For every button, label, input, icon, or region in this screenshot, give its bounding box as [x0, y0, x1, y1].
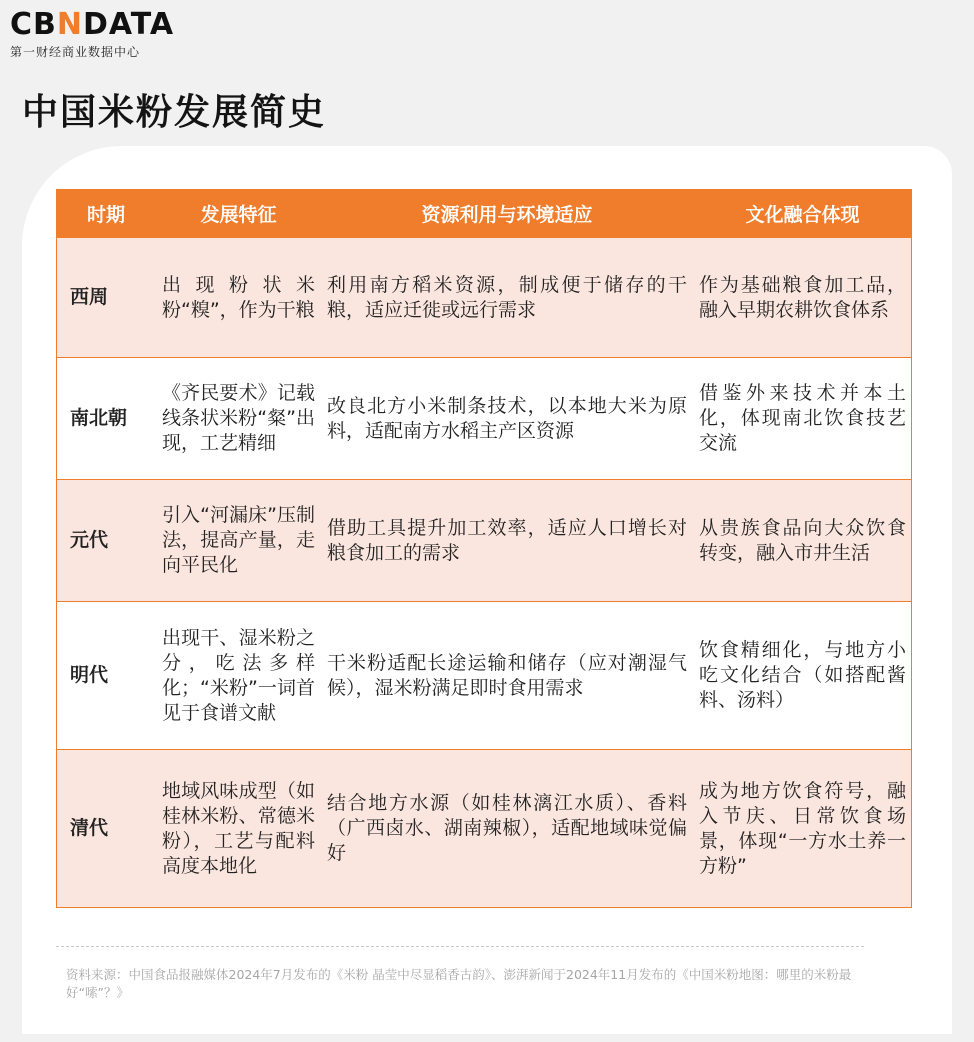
culture-cell: 作为基础粮食加工品，融入早期农耕饮食体系 — [693, 238, 912, 358]
source-note: 资料来源：中国食品报融媒体2024年7月发布的《米粉 晶莹中尽显稻香古韵》、澎湃新闻于2024年11月发布的《中国米粉地图：哪里的米粉最好“嗦”？》 — [66, 967, 852, 1000]
period-cell: 明代 — [56, 602, 156, 750]
header-culture: 文化融合体现 — [693, 189, 912, 238]
table-border-right — [911, 237, 912, 908]
culture-cell: 借鉴外来技术并本土化，体现南北饮食技艺交流 — [693, 358, 912, 480]
feature-cell: 出现粉状米粉“糗”，作为干粮 — [156, 238, 321, 358]
table-row — [56, 480, 912, 602]
history-table — [56, 189, 912, 908]
header-resource: 资源利用与环境适应 — [321, 189, 693, 238]
resource-cell: 利用南方稻米资源，制成便于储存的干粮，适应迁徙或远行需求 — [321, 238, 693, 358]
period-cell: 清代 — [56, 750, 156, 908]
feature-cell: 出现干、湿米粉之分，吃法多样化；“米粉”一词首见于食谱文献 — [156, 602, 321, 750]
source-divider — [56, 946, 864, 947]
content-card — [22, 146, 952, 1034]
resource-cell: 改良北方小米制条技术，以本地大米为原料，适配南方水稻主产区资源 — [321, 358, 693, 480]
culture-cell: 饮食精细化，与地方小吃文化结合（如搭配酱料、汤料） — [693, 602, 912, 750]
culture-cell: 成为地方饮食符号，融入节庆、日常饮食场景，体现“一方水土养一方粉” — [693, 750, 912, 908]
feature-cell: 引入“河漏床”压制法，提高产量，走向平民化 — [156, 480, 321, 602]
culture-cell: 从贵族食品向大众饮食转变，融入市井生活 — [693, 480, 912, 602]
period-cell: 元代 — [56, 480, 156, 602]
table-row — [56, 238, 912, 358]
period-cell: 西周 — [56, 238, 156, 358]
resource-cell: 干米粉适配长途运输和储存（应对潮湿气候），湿米粉满足即时食用需求 — [321, 602, 693, 750]
brand-logo — [10, 8, 174, 60]
feature-cell: 地域风味成型（如桂林米粉、常德米粉），工艺与配料高度本地化 — [156, 750, 321, 908]
resource-cell: 结合地方水源（如桂林漓江水质）、香料（广西卤水、湖南辣椒），适配地域味觉偏好 — [321, 750, 693, 908]
logo-wordmark: CBNDATA — [10, 7, 175, 42]
feature-cell: 《齐民要术》记载线条状米粉“粲”出现，工艺精细 — [156, 358, 321, 480]
resource-cell: 借助工具提升加工效率，适应人口增长对粮食加工的需求 — [321, 480, 693, 602]
logo-tagline: 第一财经商业数据中心 — [10, 45, 141, 59]
page-title: 中国米粉发展简史 — [22, 92, 327, 133]
header-period: 时期 — [56, 189, 156, 238]
header-feature: 发展特征 — [156, 189, 321, 238]
table-row — [56, 750, 912, 908]
table-row — [56, 358, 912, 480]
period-cell: 南北朝 — [56, 358, 156, 480]
table-row — [56, 602, 912, 750]
table-header-row — [56, 189, 912, 238]
table-border-left — [56, 237, 57, 908]
